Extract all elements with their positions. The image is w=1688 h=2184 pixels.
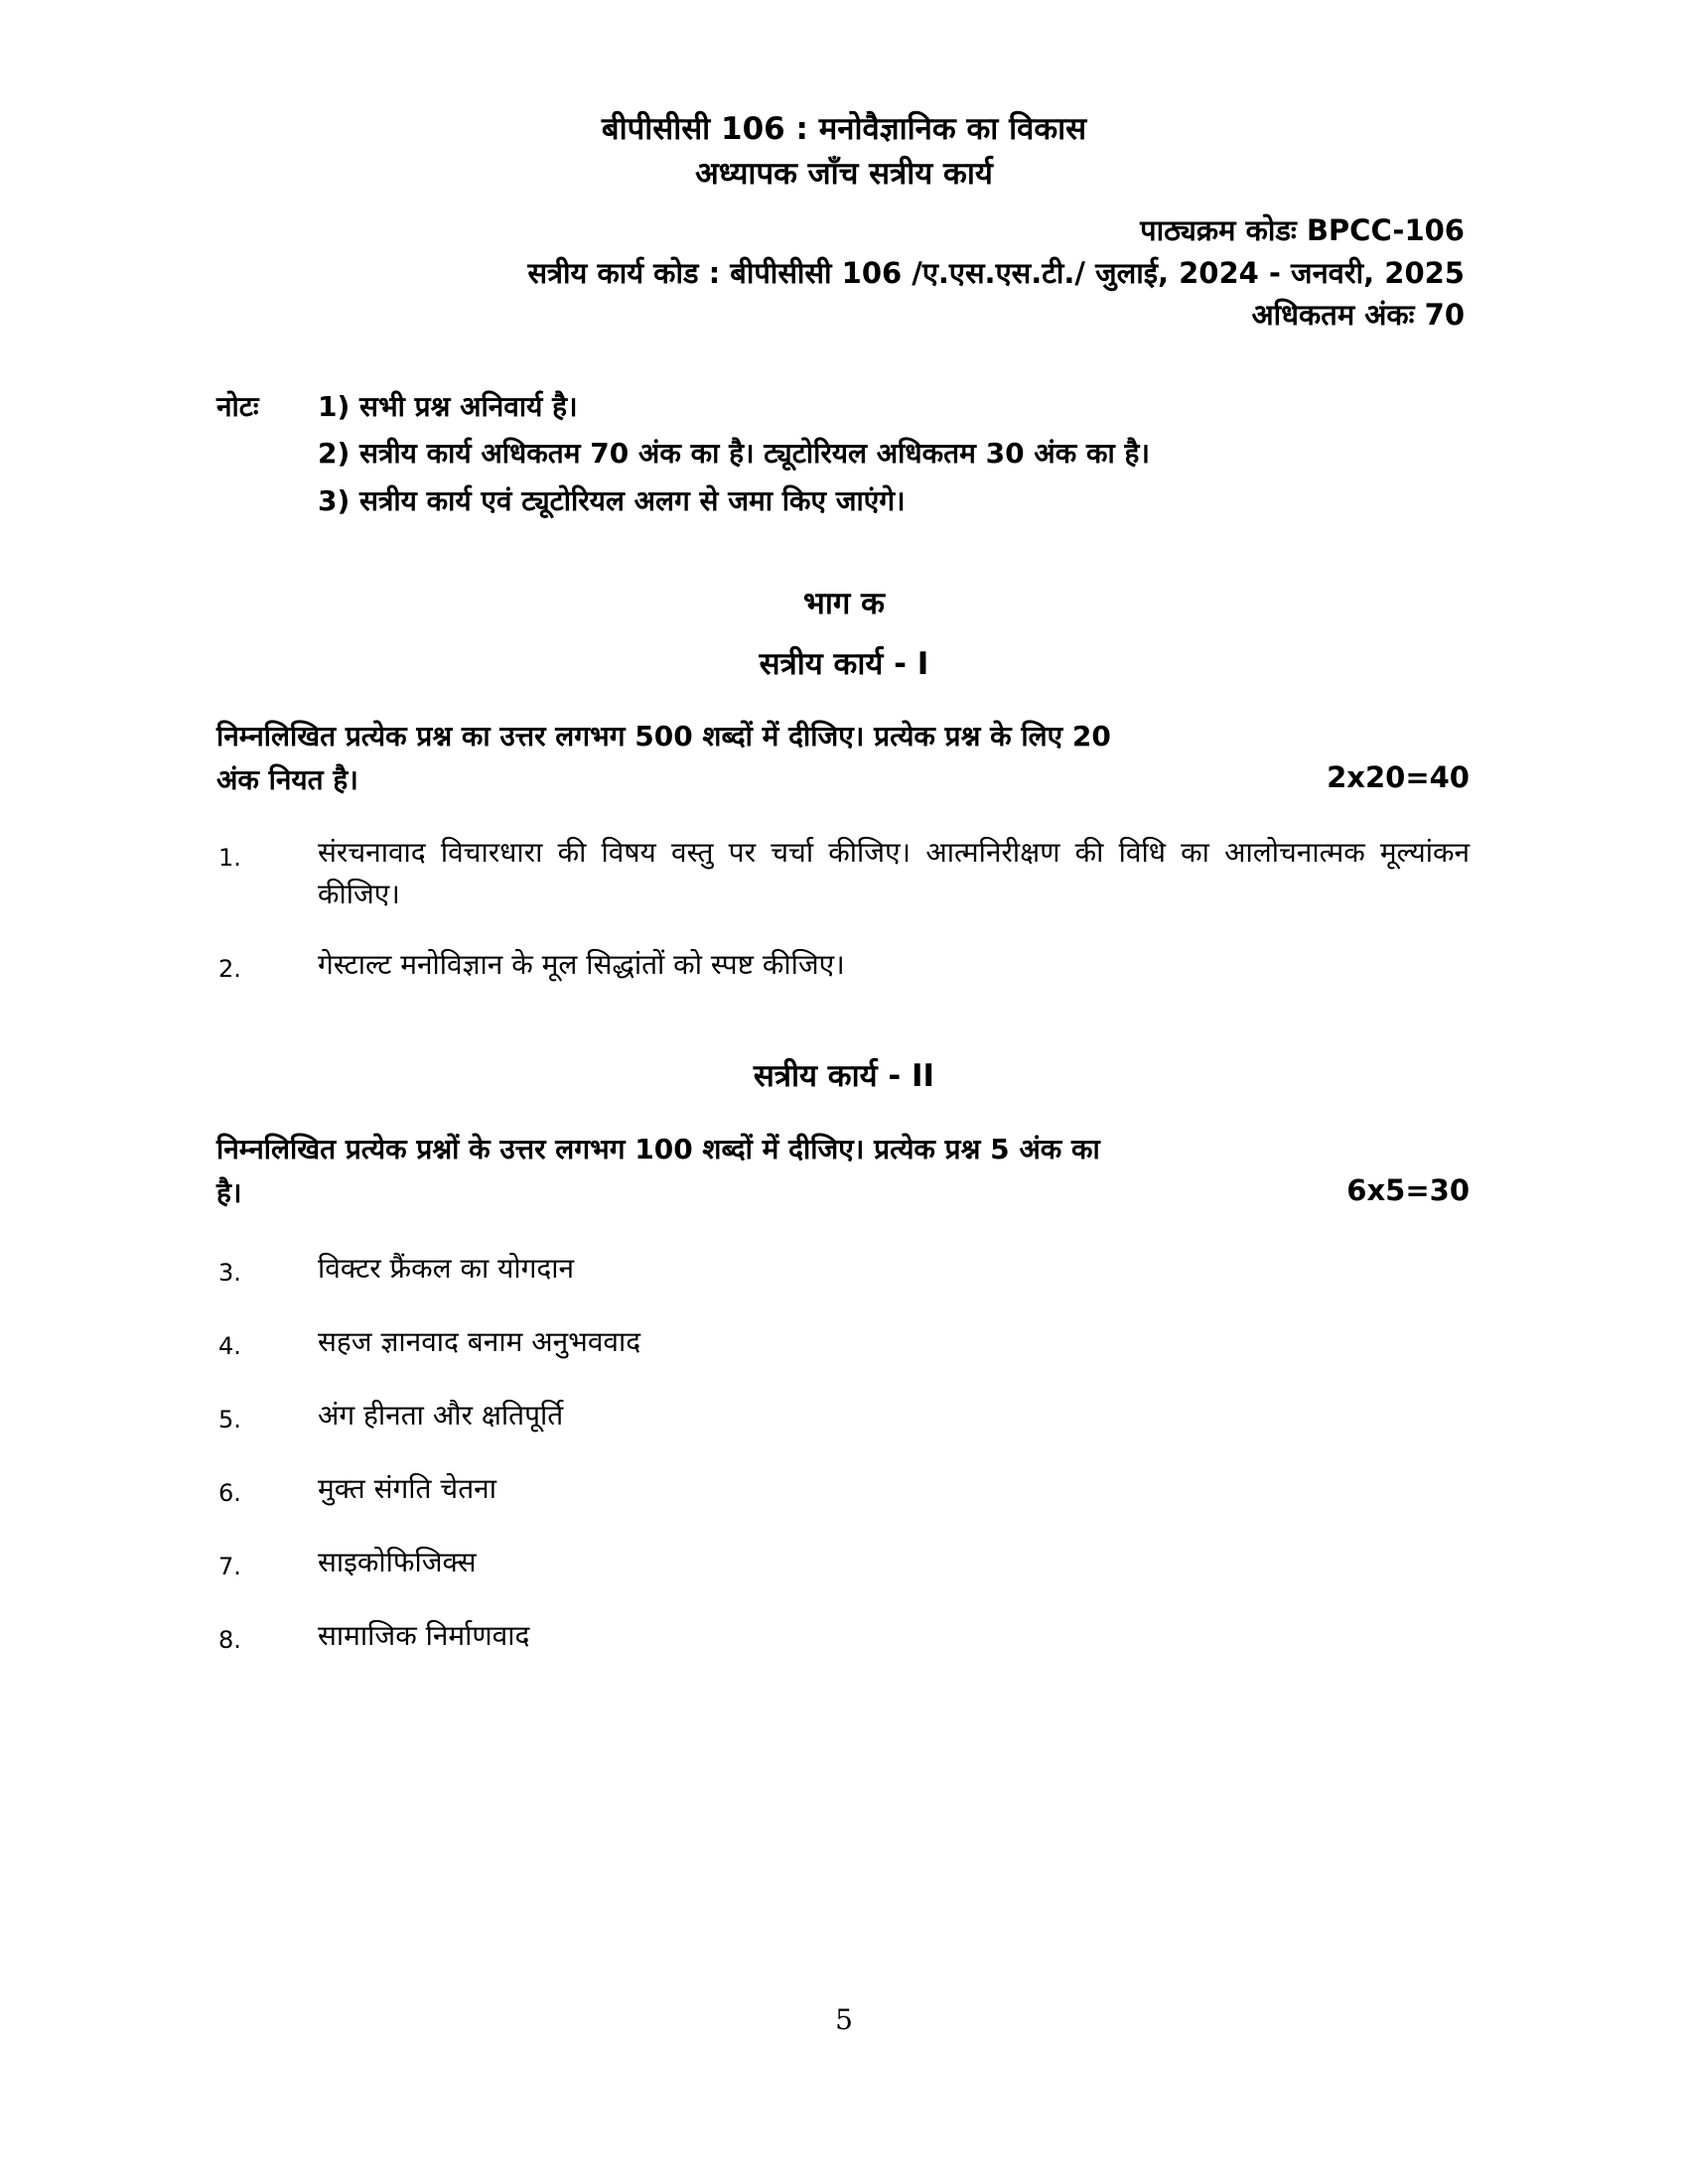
question-number: 3. bbox=[218, 1259, 241, 1287]
document-subtitle: अध्यापक जाँच सत्रीय कार्य bbox=[695, 156, 993, 192]
section-2-instructions bbox=[216, 1130, 1470, 1219]
question-number: 6. bbox=[218, 1479, 241, 1507]
question-number: 1. bbox=[218, 844, 241, 872]
page-number: 5 bbox=[835, 2003, 853, 2036]
section-2-heading: सत्रीय कार्य - II bbox=[753, 1058, 935, 1094]
question-number: 4. bbox=[218, 1332, 241, 1360]
question-text: गेस्टाल्ट मनोविज्ञान के मूल सिद्धांतों को स्पष्ट कीजिए। bbox=[318, 948, 845, 981]
instruction-line: निम्नलिखित प्रत्येक प्रश्न का उत्तर लगभग 500 शब्दों में दीजिए। प्रत्येक प्रश्न के लिए 20 bbox=[216, 720, 1111, 752]
question-number: 8. bbox=[218, 1626, 241, 1654]
question-text: साइकोफिजिक्स bbox=[318, 1546, 477, 1578]
section-1-instructions bbox=[216, 717, 1470, 806]
document-title: बीपीसीसी 106 : मनोवैज्ञानिक का विकास bbox=[601, 111, 1087, 147]
question-text: अंग हीनता और क्षतिपूर्ति bbox=[318, 1399, 564, 1432]
max-marks: अधिकतम अंकः 70 bbox=[1251, 298, 1465, 332]
section-1-marks: 2x20=40 bbox=[1327, 760, 1470, 794]
question-text: संरचनावाद विचारधारा की विषय वस्तु पर चर्चा कीजिए। आत्मनिरीक्षण की विधि का आलोचनात्मक मूल्यांकन कीजिए। bbox=[318, 836, 1470, 910]
instruction-line: अंक नियत है। bbox=[216, 763, 358, 796]
question-text: सहज ज्ञानवाद बनाम अनुभववाद bbox=[318, 1325, 641, 1358]
question-text: विक्टर फ्रैंकल का योगदान bbox=[318, 1252, 575, 1285]
question-number: 7. bbox=[218, 1553, 241, 1580]
note-item: 1) सभी प्रश्न अनिवार्य है। bbox=[318, 390, 578, 423]
part-heading: भाग क bbox=[803, 586, 885, 621]
note-item: 2) सत्रीय कार्य अधिकतम 70 अंक का है। ट्यूटोरियल अधिकतम 30 अंक का है। bbox=[318, 437, 1150, 470]
note-item: 3) सत्रीय कार्य एवं ट्यूटोरियल अलग से जमा किए जाएंगे। bbox=[318, 484, 906, 517]
course-code: पाठ्यक्रम कोडः BPCC-106 bbox=[1140, 213, 1465, 247]
section-2-marks: 6x5=30 bbox=[1346, 1173, 1470, 1207]
question-number: 5. bbox=[218, 1406, 241, 1433]
assignment-code: सत्रीय कार्य कोड : बीपीसीसी 106 /ए.एस.एस.टी./ जुलाई, 2024 - जनवरी, 2025 bbox=[527, 256, 1465, 290]
instruction-line: निम्नलिखित प्रत्येक प्रश्नों के उत्तर लगभग 100 शब्दों में दीजिए। प्रत्येक प्रश्न 5 अंक का bbox=[216, 1133, 1100, 1165]
section-1-heading: सत्रीय कार्य - I bbox=[759, 646, 929, 682]
instruction-line: है। bbox=[216, 1176, 242, 1209]
question-text: सामाजिक निर्माणवाद bbox=[318, 1619, 530, 1652]
note-label: नोटः bbox=[216, 390, 259, 423]
question-text: मुक्त संगति चेतना bbox=[318, 1472, 496, 1505]
question-number: 2. bbox=[218, 955, 241, 983]
